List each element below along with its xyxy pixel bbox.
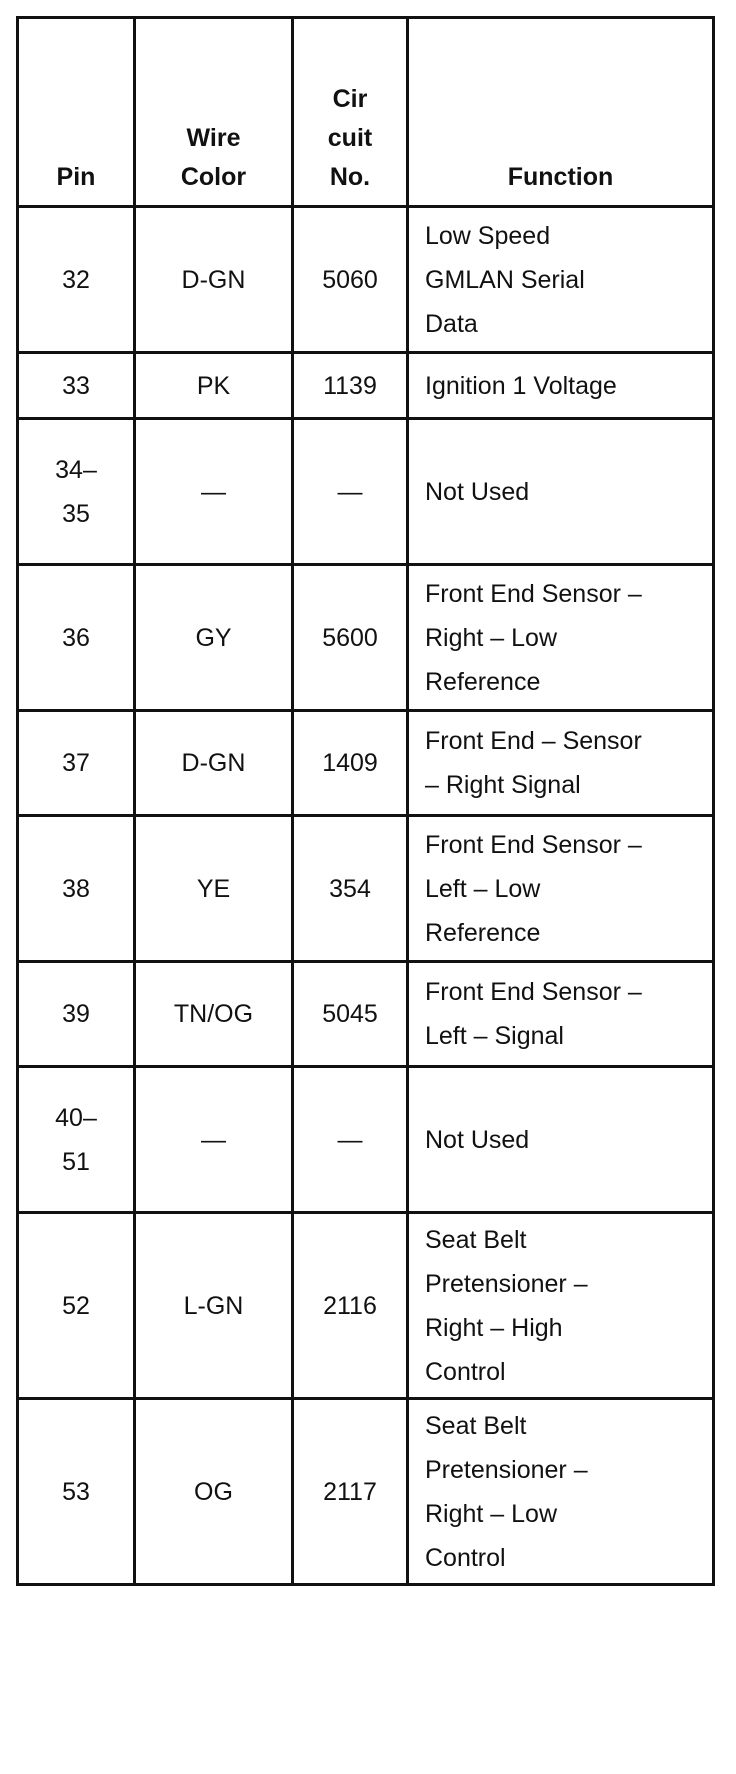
wire-color-cell: [135, 711, 293, 816]
connector-pinout-table: [16, 16, 715, 1586]
function-cell: [408, 711, 714, 816]
table-row: [18, 962, 714, 1067]
pin-cell: [18, 711, 135, 816]
wire-color-cell-text: D-GN: [181, 265, 246, 294]
circuit-no-cell: [293, 565, 408, 711]
wire-color-cell: [135, 962, 293, 1067]
function-cell: [408, 816, 714, 962]
function-cell-text: Seat Belt Pretensioner – Right – Low Control: [425, 1411, 588, 1572]
pin-cell-text: 33: [62, 371, 90, 400]
function-cell-text: Not Used: [425, 477, 530, 506]
header-pin-label: Pin: [56, 163, 96, 191]
wire-color-cell-text: L-GN: [183, 1291, 244, 1320]
pin-cell: [18, 1067, 135, 1213]
wire-color-cell: [135, 1213, 293, 1399]
pin-cell-text: 52: [62, 1291, 90, 1320]
wire-color-cell-text: —: [201, 477, 226, 506]
header-pin: [18, 18, 135, 207]
function-cell: [408, 962, 714, 1067]
pin-cell: [18, 962, 135, 1067]
pin-cell-text: 34– 35: [55, 455, 97, 528]
connector-pinout-table-container: [16, 16, 712, 1586]
wire-color-cell: [135, 1399, 293, 1585]
circuit-no-cell-text: 5600: [322, 623, 378, 652]
header-wire-color: [135, 18, 293, 207]
header-wire-color-label: Wire Color: [180, 124, 247, 191]
circuit-no-cell-text: 1409: [322, 749, 378, 777]
circuit-no-cell: [293, 207, 408, 353]
wire-color-cell: [135, 419, 293, 565]
wire-color-cell-text: GY: [195, 623, 232, 652]
wire-color-cell: [135, 1067, 293, 1213]
circuit-no-cell-text: 5060: [322, 265, 378, 294]
circuit-no-cell-text: —: [337, 1125, 363, 1154]
circuit-no-cell-text: 1139: [323, 371, 377, 400]
header-circuit-no-label: Cir cuit No.: [327, 85, 373, 191]
pin-cell: [18, 565, 135, 711]
pin-cell: [18, 816, 135, 962]
circuit-no-cell: [293, 1399, 408, 1585]
function-cell-text: Low Speed GMLAN Serial Data: [425, 221, 585, 338]
header-row: [18, 18, 714, 207]
function-cell: [408, 1213, 714, 1399]
header-function: [408, 18, 714, 207]
function-cell: [408, 353, 714, 419]
header-circuit-no: [293, 18, 408, 207]
circuit-no-cell: [293, 711, 408, 816]
table-row: [18, 207, 714, 353]
wire-color-cell-text: OG: [194, 1477, 233, 1506]
pin-cell: [18, 207, 135, 353]
function-cell: [408, 1067, 714, 1213]
table-row: [18, 1067, 714, 1213]
function-cell-text: Front End Sensor – Right – Low Reference: [425, 579, 642, 696]
table-row: [18, 565, 714, 711]
wire-color-cell-text: —: [201, 1125, 226, 1154]
pin-cell-text: 39: [62, 1000, 90, 1028]
circuit-no-cell-text: 5045: [322, 1000, 378, 1028]
wire-color-cell: [135, 353, 293, 419]
circuit-no-cell: [293, 962, 408, 1067]
table-row: [18, 816, 714, 962]
circuit-no-cell-text: 2116: [323, 1291, 377, 1320]
circuit-no-cell: [293, 1213, 408, 1399]
function-cell: [408, 565, 714, 711]
pin-cell: [18, 1399, 135, 1585]
function-cell: [408, 207, 714, 353]
function-cell-text: Front End Sensor – Left – Low Reference: [425, 830, 642, 947]
wire-color-cell: [135, 207, 293, 353]
function-cell-text: Ignition 1 Voltage: [425, 371, 617, 400]
function-cell: [408, 419, 714, 565]
table-row: [18, 353, 714, 419]
circuit-no-cell-text: 354: [329, 874, 371, 903]
pin-cell-text: 36: [62, 623, 90, 652]
table-row: [18, 419, 714, 565]
table-row: [18, 1399, 714, 1585]
circuit-no-cell: [293, 1067, 408, 1213]
function-cell-text: Not Used: [425, 1125, 530, 1154]
wire-color-cell-text: YE: [196, 874, 231, 903]
table-header: [18, 18, 714, 207]
table-row: [18, 1213, 714, 1399]
pin-cell-text: 53: [62, 1477, 90, 1506]
wire-color-cell-text: PK: [196, 371, 231, 400]
pin-cell-text: 38: [62, 874, 90, 903]
circuit-no-cell-text: —: [337, 477, 363, 506]
function-cell-text: Seat Belt Pretensioner – Right – High Control: [425, 1225, 588, 1386]
wire-color-cell: [135, 816, 293, 962]
circuit-no-cell: [293, 816, 408, 962]
circuit-no-cell: [293, 419, 408, 565]
pin-cell: [18, 353, 135, 419]
header-function-label: Function: [507, 163, 614, 191]
circuit-no-cell: [293, 353, 408, 419]
function-cell: [408, 1399, 714, 1585]
function-cell-text: Front End – Sensor – Right Signal: [425, 727, 642, 799]
wire-color-cell-text: D-GN: [181, 749, 246, 777]
pin-cell: [18, 1213, 135, 1399]
pin-cell: [18, 419, 135, 565]
table-row: [18, 711, 714, 816]
pin-cell-text: 40– 51: [55, 1103, 97, 1176]
function-cell-text: Front End Sensor – Left – Signal: [425, 978, 642, 1050]
circuit-no-cell-text: 2117: [323, 1477, 377, 1506]
pin-cell-text: 32: [62, 265, 90, 294]
wire-color-cell: [135, 565, 293, 711]
wire-color-cell-text: TN/OG: [173, 1000, 254, 1028]
table-body: [18, 207, 714, 1585]
pin-cell-text: 37: [62, 749, 90, 777]
